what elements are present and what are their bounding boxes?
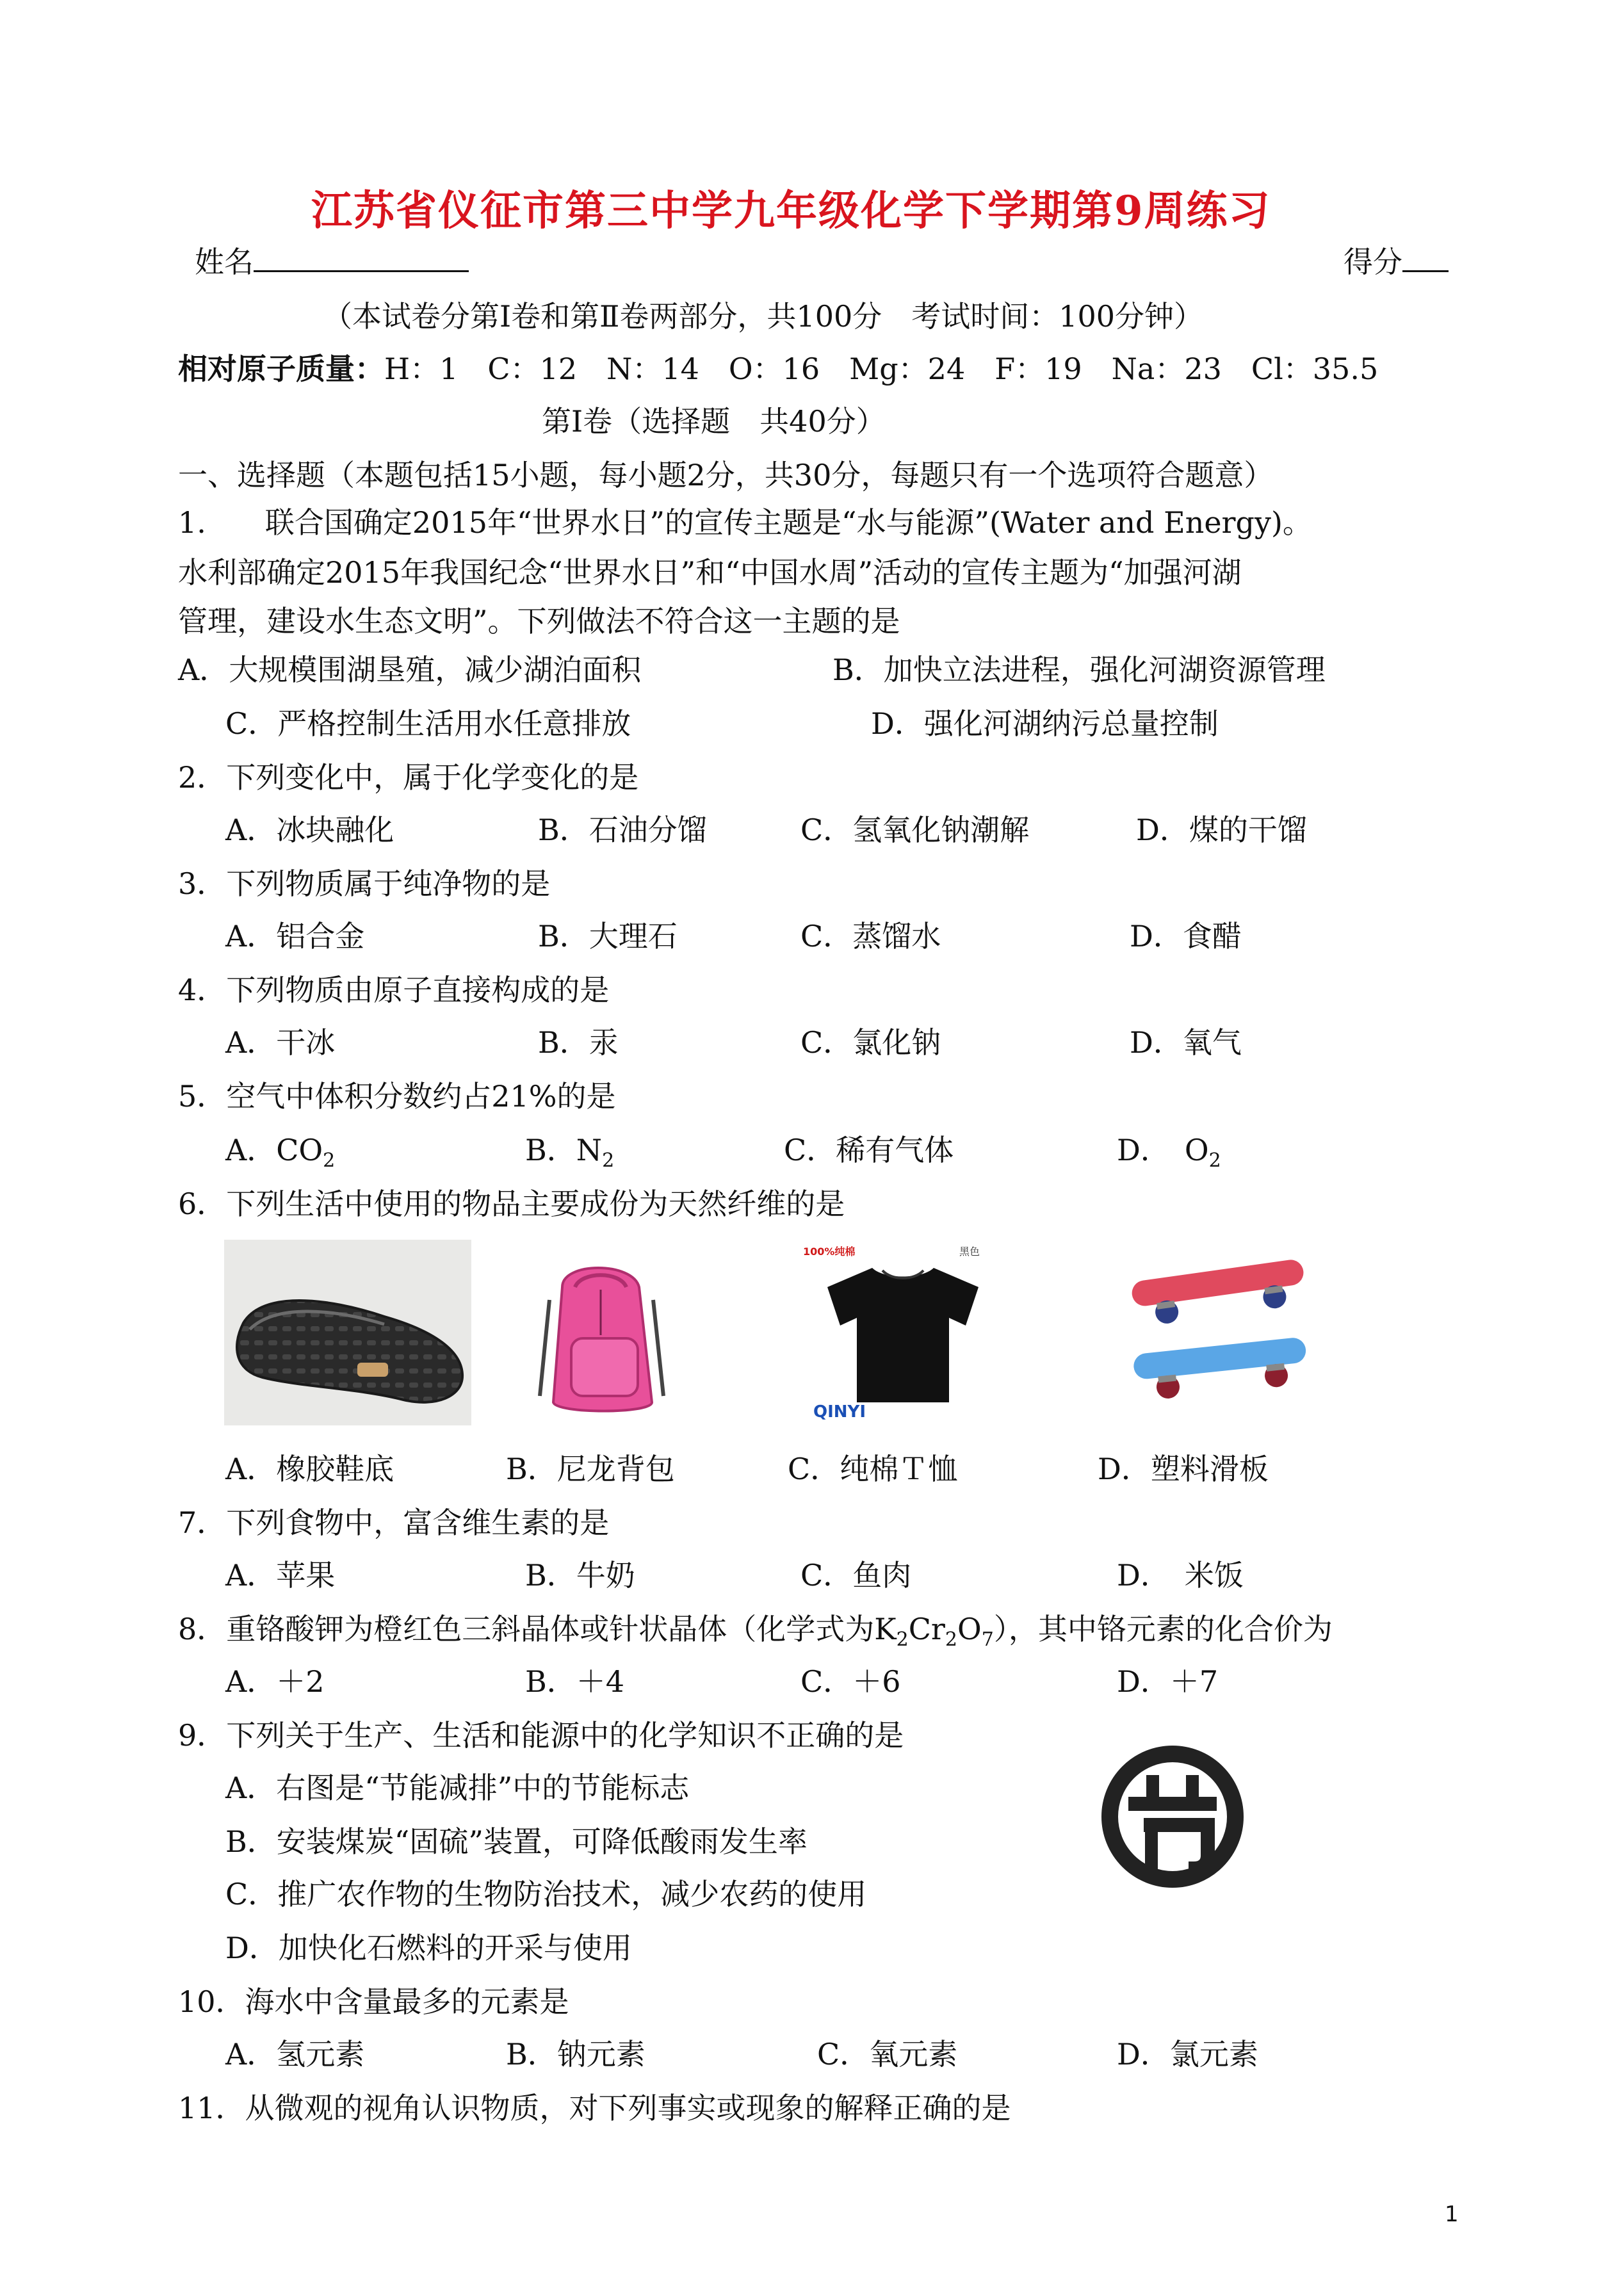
q2-stem: 2．下列变化中，属于化学变化的是 <box>178 760 639 795</box>
q9-option-a: A．右图是“节能减排”中的节能标志 <box>225 1771 690 1805</box>
tshirt-brand-logo: QINYI <box>813 1402 866 1422</box>
name-blank <box>254 242 469 272</box>
q1-stem-line3: 管理，建设水生态文明”。下列做法不符合这一主题的是 <box>178 604 900 638</box>
rubber-shoe-sole-image <box>224 1240 471 1425</box>
q6-option-c: C．纯棉Ｔ恤 <box>788 1452 958 1486</box>
q4-stem: 4．下列物质由原子直接构成的是 <box>178 973 610 1007</box>
q4-option-c: C．氯化钠 <box>800 1025 941 1060</box>
q5-option-d: D． $O_2$ <box>1117 1133 1221 1172</box>
atomic-mass-label: 相对原子质量： <box>178 352 384 386</box>
nylon-backpack-image <box>505 1249 701 1423</box>
q6-option-a: A．橡胶鞋底 <box>225 1452 394 1486</box>
q2-option-d: D．煤的干馏 <box>1136 813 1307 847</box>
exam-note: （本试卷分第Ⅰ卷和第Ⅱ卷两部分，共100分 考试时间：100分钟） <box>323 299 1204 334</box>
q10-option-c: C．氧元素 <box>817 2037 958 2072</box>
q1-stem-line2: 水利部确定2015年我国纪念“世界水日”和“中国水周”活动的宣传主题为“加强河湖 <box>178 555 1242 590</box>
q10-option-d: D．氯元素 <box>1117 2037 1258 2072</box>
q3-option-a: A．铝合金 <box>225 919 365 953</box>
q7-option-c: C．鱼肉 <box>800 1558 912 1593</box>
page-number: 1 <box>1445 2202 1459 2227</box>
name-field <box>195 242 469 281</box>
q9-stem: 9．下列关于生产、生活和能源中的化学知识不正确的是 <box>178 1718 904 1753</box>
score-blank <box>1402 242 1449 272</box>
q7-option-a: A．苹果 <box>225 1558 336 1593</box>
name-label: 姓名 <box>195 245 254 279</box>
q9-option-c: C．推广农作物的生物防治技术，减少农药的使用 <box>225 1877 867 1911</box>
q8-option-a: A．＋2 <box>225 1664 325 1699</box>
score-label: 得分 <box>1344 245 1402 279</box>
energy-saving-logo <box>1099 1743 1246 1890</box>
q3-option-c: C．蒸馏水 <box>800 919 941 953</box>
tshirt-tag-left: 100%纯棉 <box>803 1245 856 1258</box>
part1-heading: 第Ⅰ卷（选择题 共40分） <box>542 404 886 439</box>
q4-option-b: B．汞 <box>538 1025 619 1060</box>
q1-option-d: D．强化河湖纳污总量控制 <box>871 706 1219 741</box>
q9-option-b: B．安装煤炭“固硫”装置，可降低酸雨发生率 <box>225 1824 808 1859</box>
q1-stem-line1: 1. 联合国确定2015年“世界水日”的宣传主题是“水与能源”(Water and Energy)。 <box>178 505 1312 540</box>
q2-option-b: B．石油分馏 <box>538 813 707 847</box>
cotton-tshirt-image <box>800 1242 1005 1428</box>
q1-option-a: A．大规模围湖垦殖，减少湖泊面积 <box>178 653 642 687</box>
document-title: 江苏省仪征市第三中学九年级化学下学期第9周练习 <box>311 187 1271 235</box>
q6-stem: 6．下列生活中使用的物品主要成份为天然纤维的是 <box>178 1187 845 1221</box>
score-field <box>1344 242 1449 281</box>
q4-option-d: D．氧气 <box>1130 1025 1242 1060</box>
q2-option-c: C．氢氧化钠潮解 <box>800 813 1030 847</box>
q8-option-c: C．＋6 <box>800 1664 901 1699</box>
q3-option-b: B．大理石 <box>538 919 678 953</box>
plastic-skateboard-image <box>1119 1251 1315 1416</box>
q3-stem: 3．下列物质属于纯净物的是 <box>178 866 551 901</box>
q6-option-d: D．塑料滑板 <box>1098 1452 1269 1486</box>
q10-option-b: B．钠元素 <box>506 2037 646 2072</box>
q4-option-a: A．干冰 <box>225 1025 336 1060</box>
q8-option-d: D．＋7 <box>1117 1664 1219 1699</box>
q5-option-b: B．$N_2$ <box>525 1133 615 1172</box>
q10-option-a: A．氢元素 <box>225 2037 365 2072</box>
q5-option-a: A．$CO_2$ <box>225 1133 336 1172</box>
section1-heading: 一、选择题（本题包括15小题，每小题2分，共30分，每题只有一个选项符合题意） <box>178 458 1274 492</box>
q3-option-d: D．食醋 <box>1130 919 1242 953</box>
q5-option-c: C．稀有气体 <box>784 1133 954 1167</box>
q5-stem: 5．空气中体积分数约占21%的是 <box>178 1079 616 1114</box>
atomic-mass-values: H：1 C：12 N：14 O：16 Mg：24 F：19 Na：23 Cl：35.5 <box>384 352 1379 386</box>
q7-option-d: D． 米饭 <box>1117 1558 1244 1593</box>
q8-stem: 8．重铬酸钾为橙红色三斜晶体或针状晶体（化学式为$K_2Cr_2O_7$），其中铬元素的化合价为 <box>178 1612 1333 1651</box>
q6-option-b: B．尼龙背包 <box>506 1452 675 1486</box>
q1-option-b: B．加快立法进程，强化河湖资源管理 <box>832 653 1326 687</box>
tshirt-tag-right: 黑色 <box>959 1245 980 1258</box>
q7-option-b: B．牛奶 <box>525 1558 635 1593</box>
atomic-mass-line <box>178 350 1378 388</box>
q10-stem: 10．海水中含量最多的元素是 <box>178 1984 569 2019</box>
q8-option-b: B．＋4 <box>525 1664 625 1699</box>
q9-option-d: D．加快化石燃料的开采与使用 <box>225 1931 632 1965</box>
q1-option-c: C．严格控制生活用水任意排放 <box>225 706 631 741</box>
q7-stem: 7．下列食物中，富含维生素的是 <box>178 1505 610 1540</box>
q11-stem: 11．从微观的视角认识物质，对下列事实或现象的解释正确的是 <box>178 2091 1011 2125</box>
q2-option-a: A．冰块融化 <box>225 813 394 847</box>
